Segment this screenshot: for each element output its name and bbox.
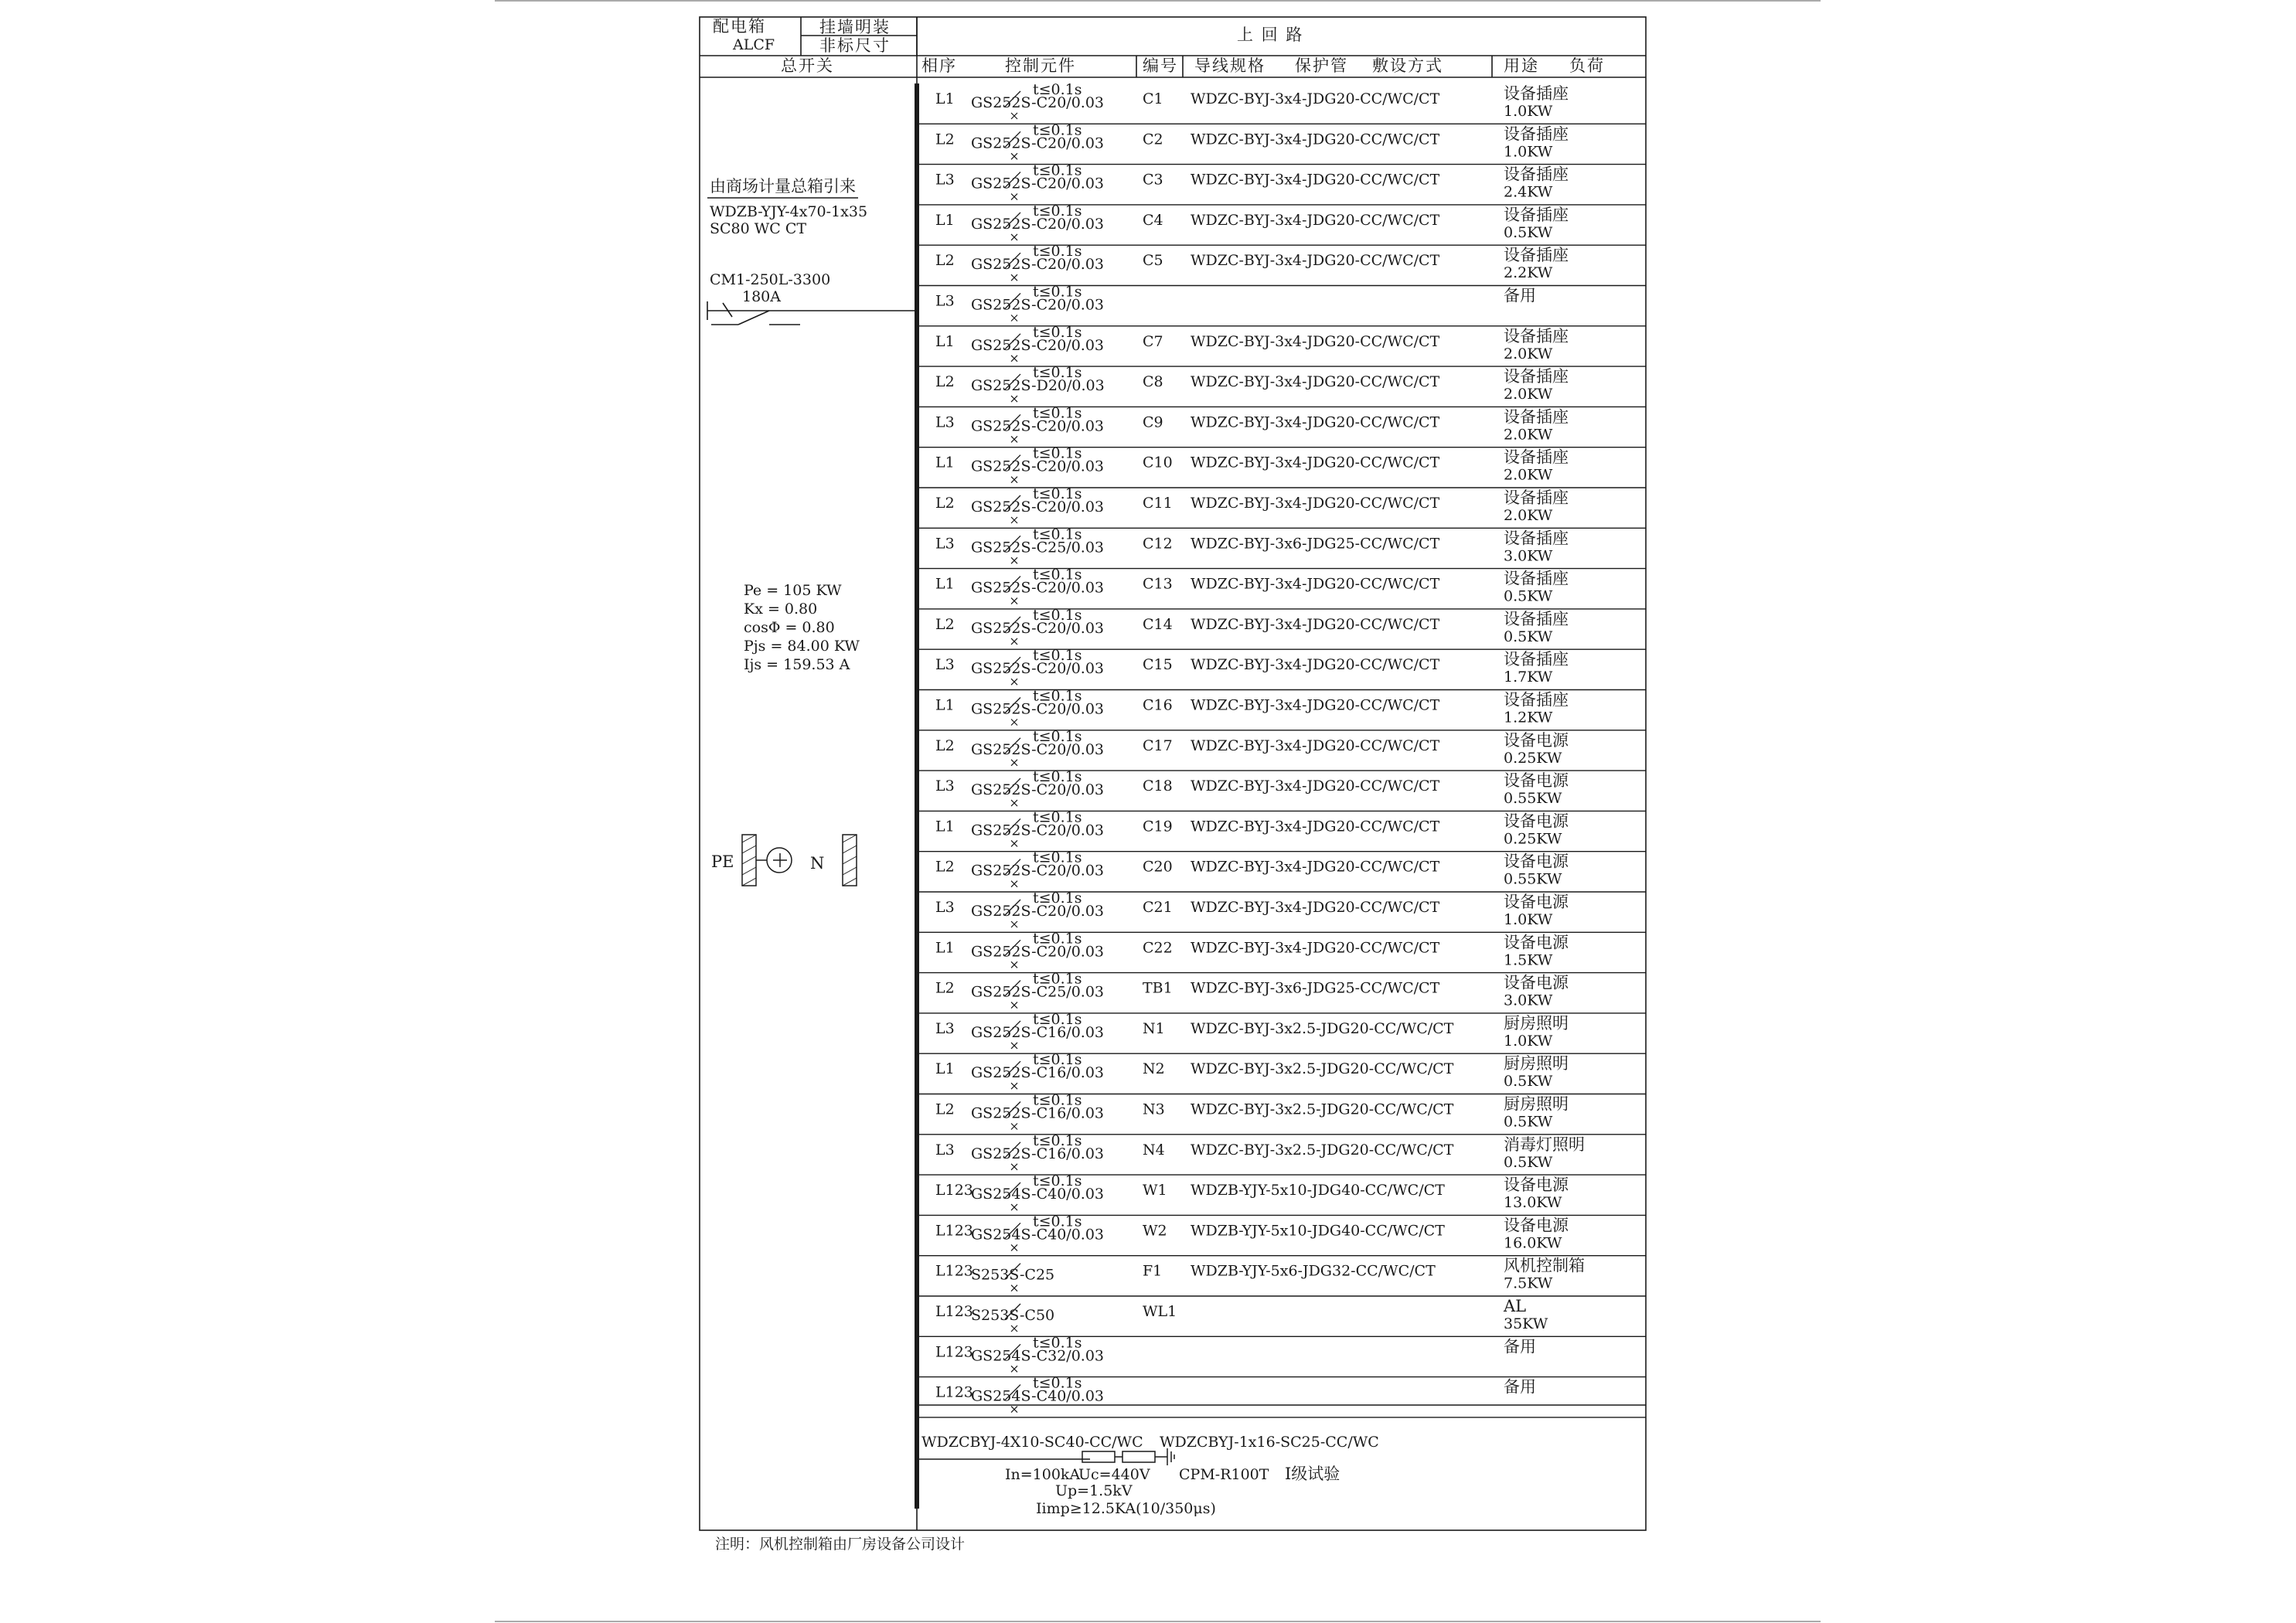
spd-cable-right: WDZCBYJ-1x16-SC25-CC/WC xyxy=(1160,1434,1379,1451)
circuit-device: GS254S-C40/0.03 xyxy=(971,1186,1105,1203)
col-main-switch: 总开关 xyxy=(781,56,834,75)
circuit-trip-time: t≤0.1s xyxy=(1033,485,1082,502)
circuit-device: GS252S-C16/0.03 xyxy=(971,1064,1105,1082)
circuit-phase: L1 xyxy=(935,696,955,714)
spd-uc: Uc=440V xyxy=(1078,1466,1150,1483)
breaker-x-mark xyxy=(1011,1164,1017,1170)
circuit-load: 0.55KW xyxy=(1504,870,1562,888)
circuit-trip-time: t≤0.1s xyxy=(1033,121,1082,139)
circuit-code: C10 xyxy=(1143,454,1173,471)
circuit-cable: WDZB-YJY-5x10-JDG40-CC/WC/CT xyxy=(1191,1182,1445,1199)
circuit-device: GS252S-C20/0.03 xyxy=(971,619,1105,637)
circuit-trip-time: t≤0.1s xyxy=(1033,687,1082,705)
circuit-load: 7.5KW xyxy=(1504,1274,1553,1292)
circuit-device: GS254S-C40/0.03 xyxy=(971,1387,1105,1405)
circuit-load: 0.25KW xyxy=(1504,830,1562,848)
breaker-x-mark xyxy=(1011,1244,1017,1250)
circuit-cable: WDZC-BYJ-3x4-JDG20-CC/WC/CT xyxy=(1191,858,1440,876)
circuit-use: 设备插座 xyxy=(1504,407,1569,427)
incoming-conduit: SC80 WC CT xyxy=(710,220,807,237)
spd-cable-left: WDZCBYJ-4X10-SC40-CC/WC xyxy=(921,1434,1143,1451)
circuit-load: 2.0KW xyxy=(1504,386,1553,403)
circuit-cable: WDZC-BYJ-3x4-JDG20-CC/WC/CT xyxy=(1191,495,1440,512)
breaker-x-mark xyxy=(1011,1002,1017,1009)
circuit-phase: L2 xyxy=(935,1101,955,1118)
circuit-phase: L3 xyxy=(935,777,955,795)
circuit-use: 厨房照明 xyxy=(1504,1094,1569,1114)
circuit-cable: WDZC-BYJ-3x4-JDG20-CC/WC/CT xyxy=(1191,454,1440,471)
circuit-load: 35KW xyxy=(1504,1315,1548,1332)
n-bar-symbol xyxy=(843,835,857,886)
circuit-use: 设备电源 xyxy=(1504,893,1569,911)
breaker-x-mark xyxy=(1011,840,1017,846)
circuit-code: W1 xyxy=(1143,1182,1167,1199)
circuit-use: 设备插座 xyxy=(1504,367,1569,386)
circuit-use: 设备插座 xyxy=(1504,84,1569,103)
circuit-device: GS252S-C25/0.03 xyxy=(971,983,1105,1001)
circuit-use: 厨房照明 xyxy=(1504,1013,1569,1033)
circuit-trip-time: t≤0.1s xyxy=(1033,243,1082,260)
circuit-device: GS252S-C20/0.03 xyxy=(971,94,1105,111)
circuit-load: 0.5KW xyxy=(1504,1153,1553,1171)
circuit-device: GS252S-C20/0.03 xyxy=(971,740,1105,758)
circuit-trip-time: t≤0.1s xyxy=(1033,1051,1082,1069)
spd-class: I级试验 xyxy=(1285,1465,1340,1483)
circuit-code: C4 xyxy=(1143,211,1163,229)
breaker-x-mark xyxy=(1011,1325,1017,1332)
spd-symbol xyxy=(1082,1448,1174,1465)
circuit-phase: L123 xyxy=(935,1303,973,1320)
circuit-phase: L2 xyxy=(935,131,955,148)
circuit-cable: WDZC-BYJ-3x4-JDG20-CC/WC/CT xyxy=(1191,899,1440,916)
circuit-load: 3.0KW xyxy=(1504,992,1553,1009)
circuit-use: 设备电源 xyxy=(1504,812,1569,831)
circuit-code: N2 xyxy=(1143,1060,1165,1078)
circuit-use: 设备插座 xyxy=(1504,488,1569,507)
circuit-phase: L1 xyxy=(935,211,955,229)
circuit-device: GS252S-C20/0.03 xyxy=(971,903,1105,920)
breaker-x-mark xyxy=(1011,436,1017,442)
circuit-cable: WDZC-BYJ-3x2.5-JDG20-CC/WC/CT xyxy=(1191,1101,1454,1118)
circuit-device: GS252S-C20/0.03 xyxy=(971,498,1105,515)
circuit-cable: WDZC-BYJ-3x4-JDG20-CC/WC/CT xyxy=(1191,332,1440,350)
circuit-phase: L2 xyxy=(935,495,955,512)
circuit-phase: L3 xyxy=(935,899,955,916)
breaker-x-mark xyxy=(1011,274,1017,281)
circuit-device: GS252S-C20/0.03 xyxy=(971,296,1105,314)
calc-pjs: Pjs = 84.00 KW xyxy=(744,638,860,655)
breaker-x-mark xyxy=(1011,1124,1017,1130)
circuit-load: 1.7KW xyxy=(1504,669,1553,686)
circuit-device: GS252S-C20/0.03 xyxy=(971,336,1105,354)
mount-label: 挂墙明装 xyxy=(819,18,891,36)
breaker-x-mark xyxy=(1011,113,1017,119)
pe-bar-label: PE xyxy=(711,852,734,871)
circuit-cable: WDZC-BYJ-3x2.5-JDG20-CC/WC/CT xyxy=(1191,1019,1454,1037)
circuit-trip-time: t≤0.1s xyxy=(1033,1010,1082,1028)
circuit-code: N1 xyxy=(1143,1019,1165,1037)
circuit-use: AL xyxy=(1504,1297,1527,1315)
circuit-load: 16.0KW xyxy=(1504,1234,1562,1252)
circuit-phase: L3 xyxy=(935,1141,955,1159)
circuit-use: 设备电源 xyxy=(1504,852,1569,871)
breaker-x-mark xyxy=(1011,396,1017,402)
circuit-phase: L1 xyxy=(935,454,955,471)
circuit-load: 13.0KW xyxy=(1504,1194,1562,1212)
circuit-use: 设备插座 xyxy=(1504,569,1569,588)
calc-pe: Pe = 105 KW xyxy=(744,582,842,599)
circuit-load: 0.5KW xyxy=(1504,628,1553,645)
breaker-x-mark xyxy=(1011,638,1017,645)
circuit-phase: L1 xyxy=(935,818,955,835)
breaker-x-mark xyxy=(1011,315,1017,322)
circuit-phase: L2 xyxy=(935,373,955,391)
circuit-load: 3.0KW xyxy=(1504,547,1553,565)
col-laying: 敷设方式 xyxy=(1372,56,1443,75)
circuit-cable: WDZC-BYJ-3x2.5-JDG20-CC/WC/CT xyxy=(1191,1060,1454,1078)
circuit-cable: WDZC-BYJ-3x4-JDG20-CC/WC/CT xyxy=(1191,777,1440,795)
circuit-cable: WDZC-BYJ-3x4-JDG20-CC/WC/CT xyxy=(1191,656,1440,674)
circuit-code: C3 xyxy=(1143,171,1163,189)
circuit-trip-time: t≤0.1s xyxy=(1033,364,1082,382)
circuit-device: GS252S-C20/0.03 xyxy=(971,943,1105,961)
circuit-use: 设备插座 xyxy=(1504,529,1569,548)
box-id: ALCF xyxy=(733,36,775,53)
circuit-phase: L3 xyxy=(935,413,955,431)
circuit-device: GS252S-C20/0.03 xyxy=(971,700,1105,718)
circuit-use: 设备插座 xyxy=(1504,205,1569,224)
spd-up: Up=1.5kV xyxy=(1055,1482,1133,1499)
breaker-x-mark xyxy=(1011,760,1017,766)
circuit-phase: L2 xyxy=(935,737,955,754)
circuit-phase: L1 xyxy=(935,332,955,350)
circuit-use: 风机控制箱 xyxy=(1504,1256,1585,1275)
circuit-device: GS252S-C16/0.03 xyxy=(971,1145,1105,1162)
circuit-cable: WDZC-BYJ-3x6-JDG25-CC/WC/CT xyxy=(1191,979,1440,997)
circuit-trip-time: t≤0.1s xyxy=(1033,606,1082,624)
circuit-use: 设备插座 xyxy=(1504,124,1569,144)
circuit-trip-time: t≤0.1s xyxy=(1033,162,1082,179)
circuit-code: C20 xyxy=(1143,858,1173,876)
circuit-cable: WDZC-BYJ-3x4-JDG20-CC/WC/CT xyxy=(1191,373,1440,391)
circuit-phase: L3 xyxy=(935,656,955,674)
circuit-code: WL1 xyxy=(1143,1303,1177,1320)
circuit-load: 1.2KW xyxy=(1504,709,1553,726)
circuit-phase: L123 xyxy=(935,1182,973,1199)
circuit-load: 2.2KW xyxy=(1504,264,1553,282)
breaker-x-mark xyxy=(1011,679,1017,685)
circuit-code: C14 xyxy=(1143,615,1173,633)
breaker-x-mark xyxy=(1011,881,1017,887)
circuit-device: GS252S-C20/0.03 xyxy=(971,579,1105,597)
circuit-code: C5 xyxy=(1143,252,1163,270)
circuit-use: 设备电源 xyxy=(1504,1216,1569,1235)
circuit-code: TB1 xyxy=(1143,979,1173,997)
circuit-code: C22 xyxy=(1143,939,1173,957)
circuit-device: GS252S-C20/0.03 xyxy=(971,417,1105,435)
breaker-x-mark xyxy=(1011,517,1017,523)
circuit-trip-time: t≤0.1s xyxy=(1033,727,1082,745)
circuit-phase: L1 xyxy=(935,1060,955,1078)
circuit-load: 1.0KW xyxy=(1504,911,1553,928)
circuit-trip-time: t≤0.1s xyxy=(1033,1131,1082,1149)
circuit-use: 设备插座 xyxy=(1504,165,1569,184)
circuit-use: 备用 xyxy=(1504,1377,1536,1397)
circuit-cable: WDZC-BYJ-3x4-JDG20-CC/WC/CT xyxy=(1191,818,1440,835)
circuit-device: GS252S-C20/0.03 xyxy=(971,781,1105,799)
incoming-source: 由商场计量总箱引来 xyxy=(710,177,856,196)
circuit-cable: WDZC-BYJ-3x4-JDG20-CC/WC/CT xyxy=(1191,939,1440,957)
circuit-trip-time: t≤0.1s xyxy=(1033,283,1082,301)
box-label: 配电箱 xyxy=(713,17,766,36)
spd-model: CPM-R100T xyxy=(1179,1466,1269,1483)
circuit-phase: L3 xyxy=(935,292,955,310)
circuit-cable: WDZC-BYJ-3x4-JDG20-CC/WC/CT xyxy=(1191,211,1440,229)
circuit-trip-time: t≤0.1s xyxy=(1033,970,1082,988)
circuit-cable: WDZC-BYJ-3x4-JDG20-CC/WC/CT xyxy=(1191,171,1440,189)
circuit-load: 2.0KW xyxy=(1504,466,1553,484)
circuit-use: 设备插座 xyxy=(1504,609,1569,628)
circuit-use: 设备插座 xyxy=(1504,650,1569,669)
circuit-device: GS252S-C16/0.03 xyxy=(971,1104,1105,1122)
circuit-trip-time: t≤0.1s xyxy=(1033,404,1082,422)
calc-ijs: Ijs = 159.53 A xyxy=(744,656,850,673)
circuit-trip-time: t≤0.1s xyxy=(1033,566,1082,584)
circuit-load: 0.5KW xyxy=(1504,1113,1553,1131)
circuit-code: C2 xyxy=(1143,131,1163,148)
breaker-x-mark xyxy=(1011,1366,1017,1372)
circuit-trip-time: t≤0.1s xyxy=(1033,647,1082,665)
breaker-x-mark xyxy=(1011,477,1017,483)
circuit-cable: WDZC-BYJ-3x4-JDG20-CC/WC/CT xyxy=(1191,252,1440,270)
circuit-code: C17 xyxy=(1143,737,1173,754)
circuit-use: 设备电源 xyxy=(1504,973,1569,992)
breaker-x-mark xyxy=(1011,356,1017,362)
circuit-device: S253S-C25 xyxy=(971,1266,1055,1284)
calc-kx: Kx = 0.80 xyxy=(744,601,818,618)
circuit-load: 0.5KW xyxy=(1504,223,1553,241)
circuit-load: 2.0KW xyxy=(1504,426,1553,444)
breaker-x-mark xyxy=(1011,234,1017,240)
circuit-use: 消毒灯照明 xyxy=(1504,1135,1585,1154)
spd-iimp: Iimp≥12.5KA(10/350μs) xyxy=(1036,1500,1216,1517)
pe-bar-symbol xyxy=(742,835,792,886)
circuit-device: GS254S-C32/0.03 xyxy=(971,1347,1105,1365)
circuit-cable: WDZC-BYJ-3x4-JDG20-CC/WC/CT xyxy=(1191,131,1440,148)
circuit-trip-time: t≤0.1s xyxy=(1033,890,1082,907)
circuit-device: GS252S-C20/0.03 xyxy=(971,215,1105,233)
breaker-x-mark xyxy=(1011,1043,1017,1049)
circuit-use: 设备电源 xyxy=(1504,933,1569,952)
circuit-trip-time: t≤0.1s xyxy=(1033,849,1082,866)
circuit-code: C19 xyxy=(1143,818,1173,835)
circuit-phase: L2 xyxy=(935,615,955,633)
breaker-x-mark xyxy=(1011,961,1017,968)
circuit-phase: L2 xyxy=(935,252,955,270)
circuit-code: C9 xyxy=(1143,413,1163,431)
circuit-device: S253S-C50 xyxy=(971,1307,1055,1324)
circuit-use: 设备插座 xyxy=(1504,447,1569,467)
circuit-trip-time: t≤0.1s xyxy=(1033,1213,1082,1230)
circuit-use: 厨房照明 xyxy=(1504,1054,1569,1073)
breaker-x-mark xyxy=(1011,720,1017,726)
circuit-trip-time: t≤0.1s xyxy=(1033,323,1082,341)
circuit-cable: WDZC-BYJ-3x4-JDG20-CC/WC/CT xyxy=(1191,615,1440,633)
col-conduit: 保护管 xyxy=(1295,56,1348,75)
circuit-use: 设备电源 xyxy=(1504,730,1569,750)
circuit-trip-time: t≤0.1s xyxy=(1033,1091,1082,1109)
circuit-trip-time: t≤0.1s xyxy=(1033,930,1082,948)
breaker-x-mark xyxy=(1011,1083,1017,1089)
circuit-code: C11 xyxy=(1143,495,1173,512)
circuit-load: 0.5KW xyxy=(1504,587,1553,605)
main-switch-symbol xyxy=(707,301,917,325)
circuit-code: C7 xyxy=(1143,332,1163,350)
circuit-cable: WDZB-YJY-5x10-JDG40-CC/WC/CT xyxy=(1191,1222,1445,1240)
circuit-device: GS252S-C20/0.03 xyxy=(971,256,1105,274)
circuit-code: C12 xyxy=(1143,535,1173,553)
circuit-code: C1 xyxy=(1143,90,1163,107)
main-breaker-model: CM1-250L-3300 xyxy=(710,271,831,288)
circuit-rows xyxy=(917,81,1646,1417)
circuit-phase: L3 xyxy=(935,171,955,189)
circuit-load: 1.0KW xyxy=(1504,143,1553,161)
circuit-trip-time: t≤0.1s xyxy=(1033,526,1082,543)
circuit-trip-time: t≤0.1s xyxy=(1033,444,1082,462)
circuit-code: C18 xyxy=(1143,777,1173,795)
circuit-load: 1.0KW xyxy=(1504,103,1553,120)
circuit-device: GS252S-C20/0.03 xyxy=(971,175,1105,192)
incoming-cable: WDZB-YJY-4x70-1x35 xyxy=(710,203,868,220)
circuit-device: GS254S-C40/0.03 xyxy=(971,1226,1105,1244)
circuit-code: N3 xyxy=(1143,1101,1165,1118)
circuit-device: GS252S-C20/0.03 xyxy=(971,134,1105,152)
calc-cos: cosΦ = 0.80 xyxy=(744,619,835,636)
circuit-cable: WDZC-BYJ-3x4-JDG20-CC/WC/CT xyxy=(1191,737,1440,754)
circuit-trip-time: t≤0.1s xyxy=(1033,1172,1082,1190)
circuit-trip-time: t≤0.1s xyxy=(1033,202,1082,219)
circuit-device: GS252S-C16/0.03 xyxy=(971,1023,1105,1041)
circuit-device: GS252S-C20/0.03 xyxy=(971,822,1105,839)
circuit-phase: L1 xyxy=(935,575,955,593)
circuit-cable: WDZC-BYJ-3x6-JDG25-CC/WC/CT xyxy=(1191,535,1440,553)
circuit-load: 1.5KW xyxy=(1504,951,1553,969)
circuit-load: 0.25KW xyxy=(1504,749,1562,767)
circuit-trip-time: t≤0.1s xyxy=(1033,808,1082,826)
circuit-use: 设备插座 xyxy=(1504,690,1569,709)
circuit-load: 2.0KW xyxy=(1504,345,1553,362)
circuit-phase: L3 xyxy=(935,1019,955,1037)
circuit-cable: WDZC-BYJ-3x4-JDG20-CC/WC/CT xyxy=(1191,696,1440,714)
circuit-cable: WDZC-BYJ-3x4-JDG20-CC/WC/CT xyxy=(1191,575,1440,593)
circuit-device: GS252S-C20/0.03 xyxy=(971,862,1105,880)
circuit-code: C15 xyxy=(1143,656,1173,674)
circuit-trip-time: t≤0.1s xyxy=(1033,81,1082,98)
circuit-trip-time: t≤0.1s xyxy=(1033,1374,1082,1392)
circuit-cable: WDZB-YJY-5x6-JDG32-CC/WC/CT xyxy=(1191,1262,1436,1280)
circuit-use: 设备插座 xyxy=(1504,326,1569,345)
circuit-phase: L1 xyxy=(935,939,955,957)
circuit-phase: L1 xyxy=(935,90,955,107)
circuit-load: 1.0KW xyxy=(1504,1032,1553,1050)
circuit-phase: L2 xyxy=(935,979,955,997)
size-label: 非标尺寸 xyxy=(819,36,891,55)
circuit-phase: L3 xyxy=(935,535,955,553)
table-title: 上 回 路 xyxy=(1237,26,1304,44)
circuit-code: C8 xyxy=(1143,373,1163,391)
main-breaker-rating: 180A xyxy=(742,288,781,305)
circuit-cable: WDZC-BYJ-3x2.5-JDG20-CC/WC/CT xyxy=(1191,1141,1454,1159)
circuit-cable: WDZC-BYJ-3x4-JDG20-CC/WC/CT xyxy=(1191,90,1440,107)
breaker-x-mark xyxy=(1011,153,1017,159)
circuit-trip-time: t≤0.1s xyxy=(1033,1334,1082,1352)
footnote: 注明：风机控制箱由厂房设备公司设计 xyxy=(715,1536,966,1553)
n-bar-label: N xyxy=(810,854,825,873)
circuit-device: GS252S-C25/0.03 xyxy=(971,539,1105,556)
circuit-use: 备用 xyxy=(1504,1337,1536,1356)
col-phase: 相序 xyxy=(921,56,957,75)
circuit-load: 2.4KW xyxy=(1504,183,1553,201)
breaker-x-mark xyxy=(1011,194,1017,200)
circuit-phase: L123 xyxy=(935,1262,973,1280)
circuit-use: 设备电源 xyxy=(1504,1176,1569,1195)
circuit-code: C21 xyxy=(1143,899,1173,916)
circuit-use: 设备插座 xyxy=(1504,246,1569,265)
col-cable: 导线规格 xyxy=(1194,56,1266,75)
circuit-device: GS252S-D20/0.03 xyxy=(971,377,1105,395)
circuit-phase: L123 xyxy=(935,1343,973,1361)
breaker-x-mark xyxy=(1011,1285,1017,1291)
col-control: 控制元件 xyxy=(1005,56,1076,75)
circuit-load: 2.0KW xyxy=(1504,507,1553,524)
breaker-x-mark xyxy=(1011,598,1017,604)
breaker-x-mark xyxy=(1011,800,1017,806)
circuit-code: C16 xyxy=(1143,696,1173,714)
col-load: 负荷 xyxy=(1569,56,1605,75)
breaker-x-mark xyxy=(1011,921,1017,927)
circuit-load: 0.55KW xyxy=(1504,790,1562,808)
circuit-code: C13 xyxy=(1143,575,1173,593)
circuit-load: 0.5KW xyxy=(1504,1073,1553,1091)
circuit-code: N4 xyxy=(1143,1141,1165,1159)
circuit-phase: L123 xyxy=(935,1383,973,1401)
circuit-code: W2 xyxy=(1143,1222,1167,1240)
circuit-code: F1 xyxy=(1143,1262,1163,1280)
spd-in: In=100kA xyxy=(1005,1466,1081,1483)
breaker-x-mark xyxy=(1011,557,1017,563)
circuit-use: 备用 xyxy=(1504,286,1536,305)
circuit-trip-time: t≤0.1s xyxy=(1033,768,1082,786)
breaker-x-mark xyxy=(1011,1204,1017,1210)
circuit-device: GS252S-C20/0.03 xyxy=(971,458,1105,475)
circuit-cable: WDZC-BYJ-3x4-JDG20-CC/WC/CT xyxy=(1191,413,1440,431)
col-use: 用途 xyxy=(1504,56,1539,75)
circuit-phase: L123 xyxy=(935,1222,973,1240)
circuit-device: GS252S-C20/0.03 xyxy=(971,660,1105,678)
circuit-use: 设备电源 xyxy=(1504,771,1569,791)
circuit-phase: L2 xyxy=(935,858,955,876)
breaker-x-mark xyxy=(1011,1407,1017,1413)
col-code: 编号 xyxy=(1143,56,1178,75)
